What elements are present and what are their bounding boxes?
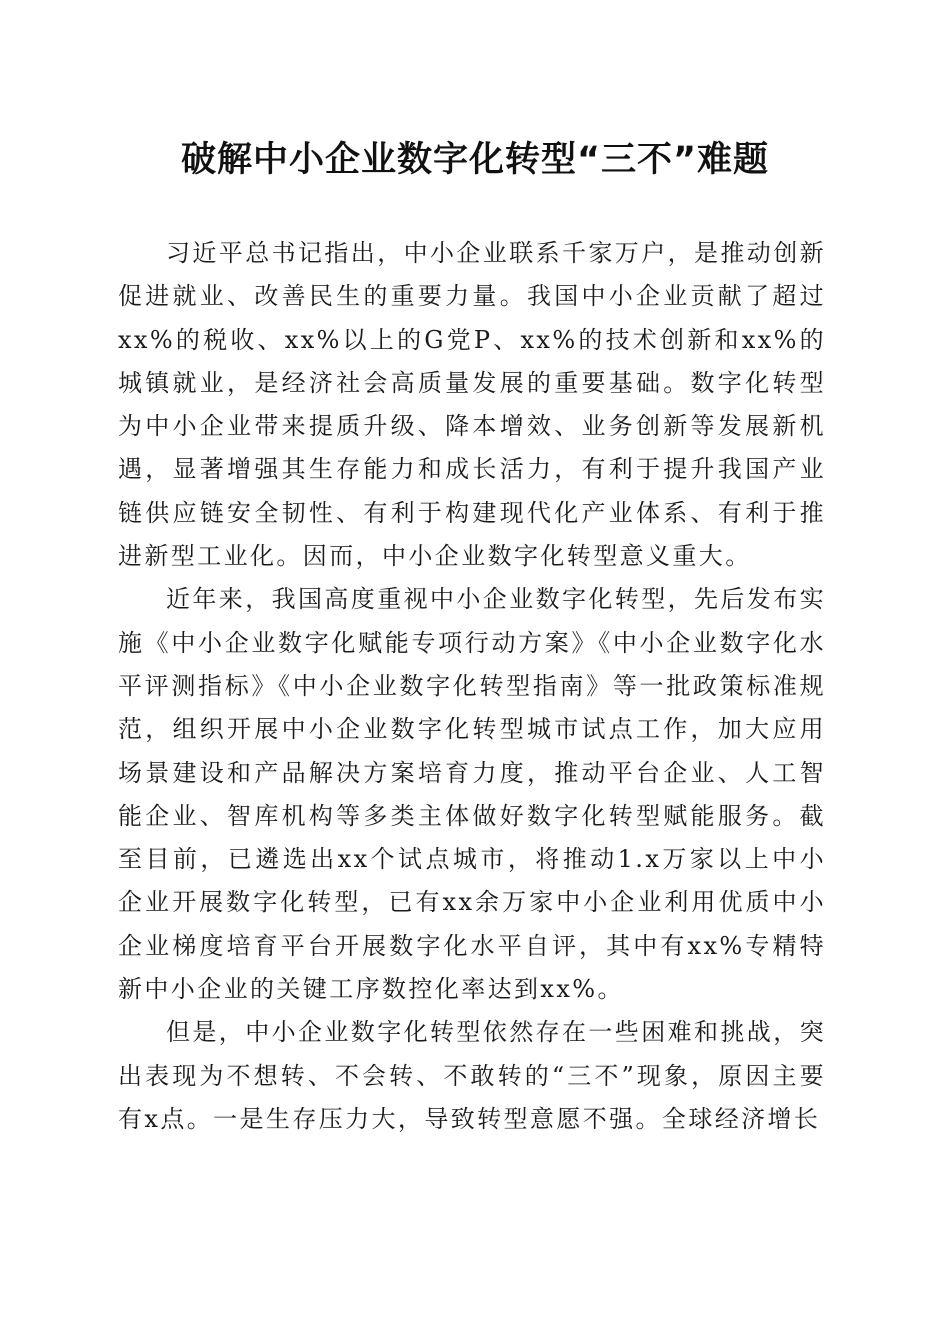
document-body — [118, 232, 826, 1141]
paragraph-2: 近年来，我国高度重视中小企业数字化转型，先后发布实施《中小企业数字化赋能专项行动方案》《中小企业数字化水平评测指标》《中小企业数字化转型指南》等一批政策标准规范，组织开展中小企业数字化转型城市试点工作，加大应用场景建设和产品解决方案培育力度，推动平台企业、人工智能企业、智库机构等多类主体做好数字化转型赋能服务。截至目前，已遴选出xx个试点城市，将推动1.x万家以上中小企业开展数字化转型，已有xx余万家中小企业利用优质中小企业梯度培育平台开展数字化水平自评，其中有xx%专精特新中小企业的关键工序数控化率达到xx%。 — [118, 585, 826, 1004]
paragraph-1: 习近平总书记指出，中小企业联系千家万户，是推动创新促进就业、改善民生的重要力量。我国中小企业贡献了超过xx%的税收、xx%以上的G党P、xx%的技术创新和xx%的城镇就业，是经济社会高质量发展的重要基础。数字化转型为中小企业带来提质升级、降本增效、业务创新等发展新机遇，显著增强其生存能力和成长活力，有利于提升我国产业链供应链安全韧性、有利于构建现代化产业体系、有利于推进新型工业化。因而，中小企业数字化转型意义重大。 — [118, 239, 826, 571]
paragraph-3: 但是，中小企业数字化转型依然存在一些困难和挑战，突出表现为不想转、不会转、不敢转的“三不”现象，原因主要有x点。一是生存压力大，导致转型意愿不强。全球经济增长 — [118, 1018, 826, 1133]
document-title: 破解中小企业数字化转型“三不”难题 — [180, 140, 769, 180]
